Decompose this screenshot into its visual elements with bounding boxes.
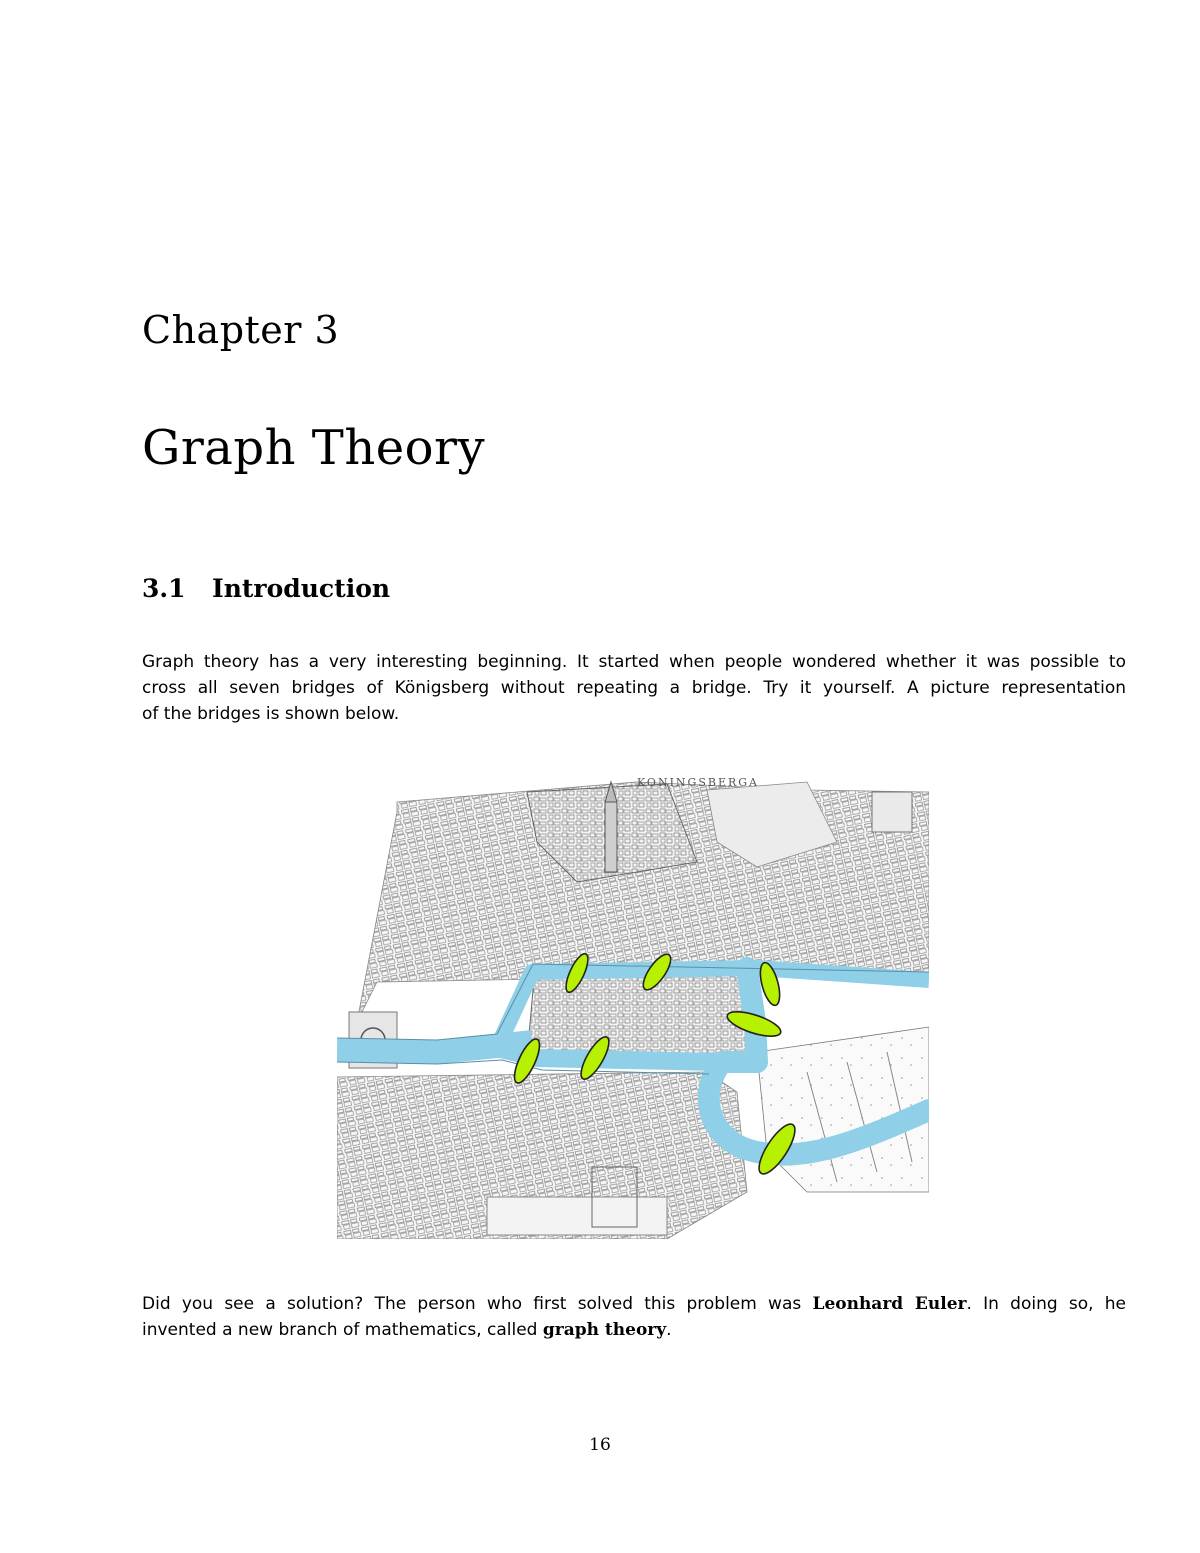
chapter-title: Graph Theory <box>142 420 486 476</box>
map-title: KONINGSBERGA <box>637 776 759 789</box>
page-number: 16 <box>589 1435 611 1455</box>
closing-paragraph <box>142 1291 1126 1343</box>
konigsberg-map-image <box>337 772 929 1239</box>
section-number: 3.1 <box>142 574 186 603</box>
intro-line-2: cross all seven bridges of Königsberg without repeating a bridge. Try it yourself. A picture representation <box>142 678 1126 698</box>
section-heading <box>142 574 390 603</box>
intro-line-3: of the bridges is shown below. <box>142 704 400 724</box>
intro-line-1: Graph theory has a very interesting beginning. It started when people wondered whether it was possible to <box>142 652 1126 672</box>
chapter-label: Chapter 3 <box>142 308 340 352</box>
intro-paragraph <box>142 649 1126 727</box>
konigsberg-map-figure <box>337 772 929 1239</box>
section-title: Introduction <box>212 574 391 603</box>
euler-name: Leonhard Euler <box>812 1294 967 1314</box>
closing-line-1: Did you see a solution? The person who first solved this problem was Leonhard Euler. In doing so, he <box>142 1294 1127 1314</box>
graph-theory-term: graph theory <box>542 1320 667 1340</box>
closing-line-2: invented a new branch of mathematics, called graph theory. <box>142 1320 672 1340</box>
